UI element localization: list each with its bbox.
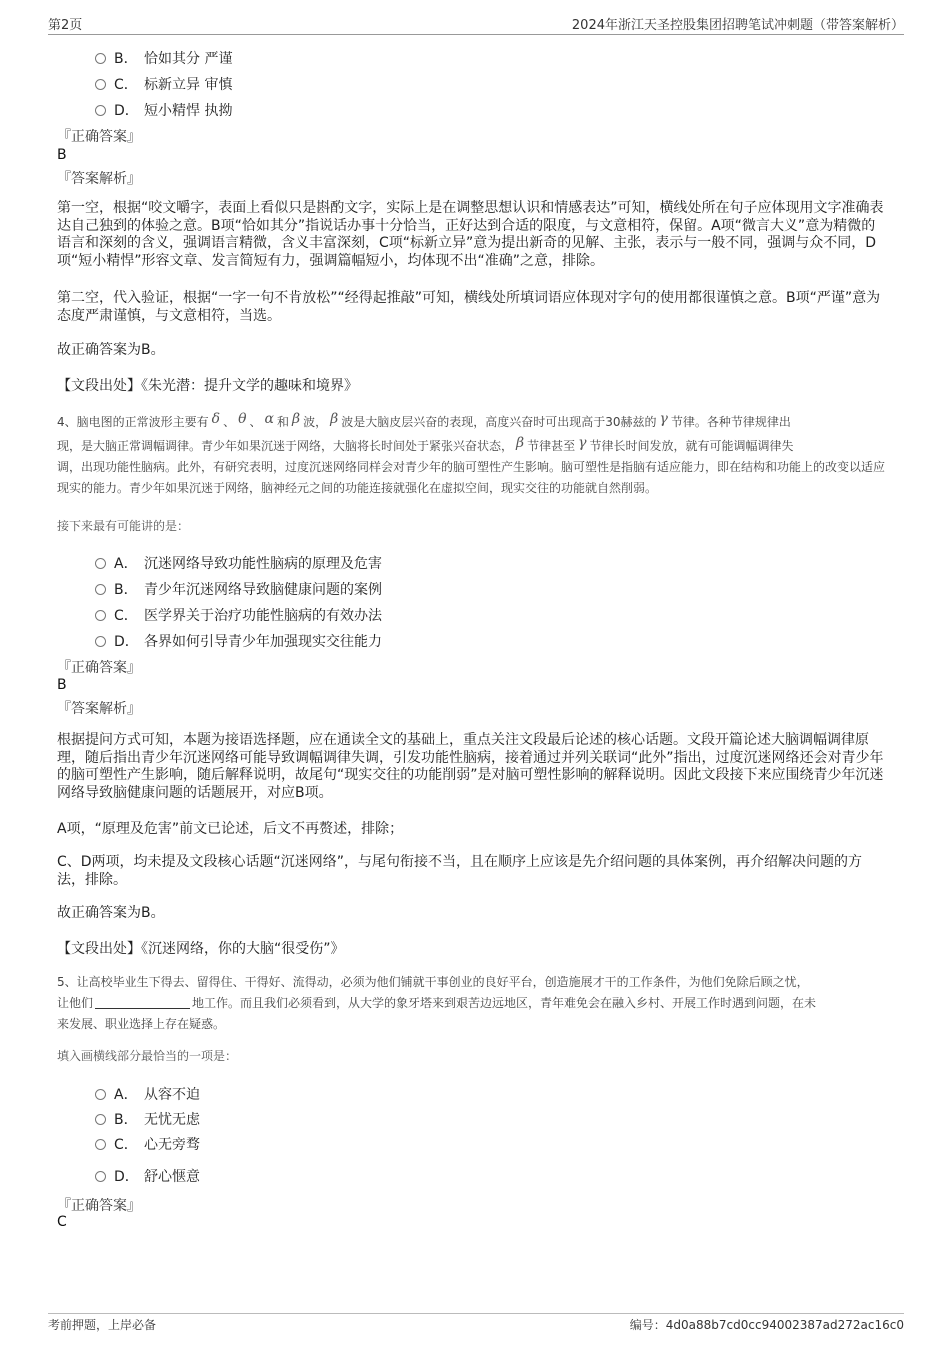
q3-answer-label: 『正确答案』 <box>57 129 141 145</box>
page-header <box>48 14 904 35</box>
page-number: 第2页 <box>48 18 83 33</box>
q3-option-c[interactable]: C． 标新立异 审慎 <box>95 74 232 94</box>
q4-option-a[interactable]: A． 沉迷网络导致功能性脑病的原理及危害 <box>95 553 382 573</box>
q4-source: 【文段出处】《沉迷网络，你的大脑“很受伤”》 <box>57 941 345 957</box>
q4-answer-label: 『正确答案』 <box>57 660 141 676</box>
q3-option-d[interactable]: D． 短小精悍 执拗 <box>95 100 232 120</box>
q4-analysis-label: 『答案解析』 <box>57 701 141 717</box>
q3-answer: B <box>57 147 67 163</box>
q5-stem-text: 5、让高校毕业生下得去、留得住、干得好、流得动，必须为他们铺就干事创业的良好平台，创造施展才干的工作条件，为他们免除后顾之忧， 让他们 地工作。而且我们必须看到，从大学的象牙塔来到艰苦边远地区，青年难免会在融入乡村、开展工作时遇到问题，在未 来发展、职业选择上存在疑惑。 <box>57 975 817 1031</box>
radio-icon[interactable] <box>95 1171 106 1182</box>
radio-icon[interactable] <box>95 1139 106 1150</box>
radio-icon[interactable] <box>95 1114 106 1125</box>
radio-icon[interactable] <box>95 610 106 621</box>
radio-icon[interactable] <box>95 53 106 64</box>
q4-analysis-p3: C、D两项，均未提及文段核心话题“沉迷网络”，与尾句衔接不当，且在顺序上应该是先介绍问题的具体案例，再介绍解决问题的方法，排除。 <box>57 854 863 888</box>
gamma-symbol: γ <box>578 435 587 451</box>
delta-symbol: δ <box>211 411 221 427</box>
q4-option-d[interactable]: D． 各界如何引导青少年加强现实交往能力 <box>95 631 382 651</box>
radio-icon[interactable] <box>95 558 106 569</box>
document-code: 编号：4d0a88b7cd0cc94002387ad272ac16c0 <box>629 1318 904 1332</box>
beta-symbol: β <box>292 411 301 427</box>
q3-analysis-p2: 第二空，代入验证，根据“一字一句不肯放松”“经得起推敲”可知，横线处所填词语应体现对字句的使用都很谨慎之意。B项“严谨”意为态度严肃谨慎，与文意相符，当选。 <box>57 290 881 324</box>
q4-prompt: 接下来最有可能讲的是： <box>57 519 190 533</box>
q3-option-b[interactable]: B． 恰如其分 严谨 <box>95 48 232 68</box>
gamma-symbol: γ <box>659 411 668 427</box>
theta-symbol: θ <box>238 411 247 427</box>
document-title: 2024年浙江天圣控股集团招聘笔试冲刺题（带答案解析） <box>571 18 904 33</box>
q5-option-d[interactable]: D． 舒心惬意 <box>95 1166 200 1186</box>
q3-analysis-label: 『答案解析』 <box>57 171 141 187</box>
beta-symbol: β <box>516 435 525 451</box>
q4-option-c[interactable]: C． 医学界关于治疗功能性脑病的有效办法 <box>95 605 382 625</box>
q3-analysis-p3: 故正确答案为B。 <box>57 342 165 358</box>
q5-answer: C <box>57 1214 67 1230</box>
q5-option-b[interactable]: B． 无忧无虑 <box>95 1109 200 1129</box>
alpha-symbol: α <box>264 411 275 427</box>
footer-slogan: 考前押题，上岸必备 <box>48 1318 157 1332</box>
fill-blank-line <box>95 996 190 1009</box>
q5-option-a[interactable]: A． 从容不迫 <box>95 1084 200 1104</box>
radio-icon[interactable] <box>95 105 106 116</box>
radio-icon[interactable] <box>95 1089 106 1100</box>
q4-answer: B <box>57 677 67 693</box>
q4-analysis-p2: A项，“原理及危害”前文已论述，后文不再赘述，排除； <box>57 821 404 837</box>
q3-analysis-p1: 第一空，根据“咬文嚼字，表面上看似只是斟酌文字，实际上是在调整思想认识和情感表达”可知，横线处所在句子应体现用文字准确表达自己独到的体验之意。B项“恰如其分”指说话办事十分恰当，正好达到合适的限度，与文意相符，保留。A项“微言大义”意为精微的语言和深刻的含义，强调语言精微，含义丰富深刻，C项“标新立异”意为提出新奇的见解、主张，表示与一般不同，强调与众不同，D项“短小精悍”形容文章、发言简短有力，强调篇幅短小，均体现不出“准确”之意，排除。 <box>57 200 884 269</box>
page-footer <box>48 1313 904 1335</box>
q3-source: 【文段出处】《朱光潜：提升文学的趣味和境界》 <box>57 378 358 394</box>
radio-icon[interactable] <box>95 636 106 647</box>
radio-icon[interactable] <box>95 79 106 90</box>
radio-icon[interactable] <box>95 584 106 595</box>
q4-analysis-p4: 故正确答案为B。 <box>57 905 165 921</box>
q5-answer-label: 『正确答案』 <box>57 1198 141 1214</box>
beta-symbol: β <box>330 411 339 427</box>
q4-analysis-p1: 根据提问方式可知，本题为接语选择题，应在通读全文的基础上，重点关注文段最后论述的核心话题。文段开篇论述大脑调幅调律原理，随后指出青少年沉迷网络可能导致调幅调律失调，引发功能性脑病，接着通过并列关联词“此外”指出，过度沉迷网络还会对青少年的脑可塑性产生影响，随后解释说明，故尾句“现实交往的功能削弱”是对脑可塑性影响的解释说明。因此文段接下来应围绕青少年沉迷网络导致脑健康问题的话题展开，对应B项。 <box>57 732 884 801</box>
q4-option-b[interactable]: B． 青少年沉迷网络导致脑健康问题的案例 <box>95 579 382 599</box>
q4-stem-text: 4、脑电图的正常波形主要有 δ 、 θ 、 α 和 β 波， β 波是大脑皮层兴奋的表现，高度兴奋时可出现高于30赫兹的 γ 节律。各种节律规律出 现，是大脑正常调幅调律。青少年如果沉迷于网络，大脑将长时间处于紧张兴奋状态， β 节律甚至 γ 节律长时间发放，就有可能调幅调律失 调，出现功能性脑病。此外，有研究表明，过度沉迷网络同样会对青少年的脑可塑性产生影响。脑可塑性是指脑有适应能力，即在结构和功能上的改变以适应现实的能力。青少年如果沉迷于网络，脑神经元之间的功能连接就强化在虚拟空间，现实交往的功能就自然削弱。 <box>57 411 886 495</box>
q5-option-c[interactable]: C． 心无旁骛 <box>95 1134 200 1154</box>
q5-prompt: 填入画横线部分最恰当的一项是： <box>57 1049 238 1063</box>
